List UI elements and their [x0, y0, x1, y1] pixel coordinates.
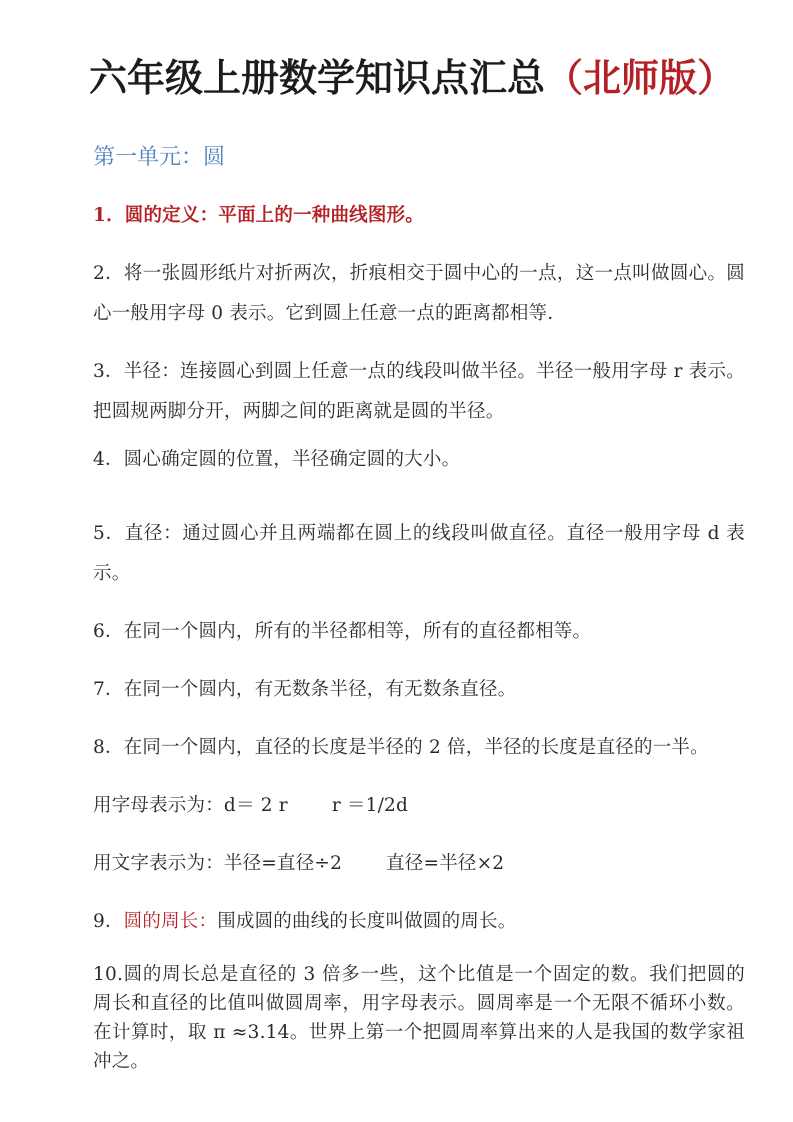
formula-letters-f1: d＝ 2 r — [223, 795, 288, 816]
item-3-radius: 3．半径：连接圆心到圆上任意一点的线段叫做半径。半径一般用字母 r 表示。把圆规两脚分开，两脚之间的距离就是圆的半径。 — [93, 361, 745, 422]
item-4-position-size: 4．圆心确定圆的位置，半径确定圆的大小。 — [93, 449, 461, 470]
item-2-circle-center: 2．将一张圆形纸片对折两次，折痕相交于圆中心的一点，这一点叫做圆心。圆心一般用字母 0 表示。它到圆上任意一点的距离都相等. — [93, 263, 745, 324]
formula-letters-label: 用字母表示为： — [93, 795, 224, 816]
page-title — [89, 48, 745, 108]
item-6-equal-radii-diameters: 6．在同一个圆内，所有的半径都相等，所有的直径都相等。 — [93, 621, 592, 642]
formula-words-f2: 直径=半径×2 — [386, 853, 505, 874]
item-9-term: 圆的周长： — [123, 911, 218, 932]
item-1-circle-definition: 1．圆的定义：平面上的一种曲线图形。 — [93, 205, 424, 226]
formula-letters-line — [93, 786, 745, 826]
item-8-diameter-radius-relation: 8．在同一个圆内，直径的长度是半径的 2 倍，半径的长度是直径的一半。 — [93, 737, 709, 758]
formula-words-label: 用文字表示为： — [93, 853, 224, 874]
item-9-number: 9． — [93, 911, 124, 932]
section-heading-unit1: 第一单元：圆 — [93, 145, 226, 170]
item-9-rest: 围成圆的曲线的长度叫做圆的周长。 — [217, 911, 517, 932]
page-title-main: 六年级上册数学知识点汇总 — [89, 55, 546, 100]
item-7-countless-radii: 7．在同一个圆内，有无数条半径，有无数条直径。 — [93, 679, 517, 700]
formula-letters-f2: r ＝1/2d — [331, 795, 409, 816]
item-10-pi: 10.圆的周长总是直径的 3 倍多一些，这个比值是一个固定的数。我们把圆的周长和直径的比值叫做圆周率，用字母表示。圆周率是一个无限不循环小数。在计算时，取 π ≈3.14。世界上第一个把圆周率算出来的人是我国的数学家祖冲之。 — [93, 964, 745, 1072]
formula-words-f1: 半径=直径÷2 — [223, 853, 343, 874]
item-9-circumference — [93, 902, 745, 942]
page-title-edition: （北师版） — [545, 55, 736, 100]
item-5-diameter: 5．直径：通过圆心并且两端都在圆上的线段叫做直径。直径一般用字母 d 表示。 — [93, 523, 745, 584]
formula-words-line — [93, 844, 745, 884]
